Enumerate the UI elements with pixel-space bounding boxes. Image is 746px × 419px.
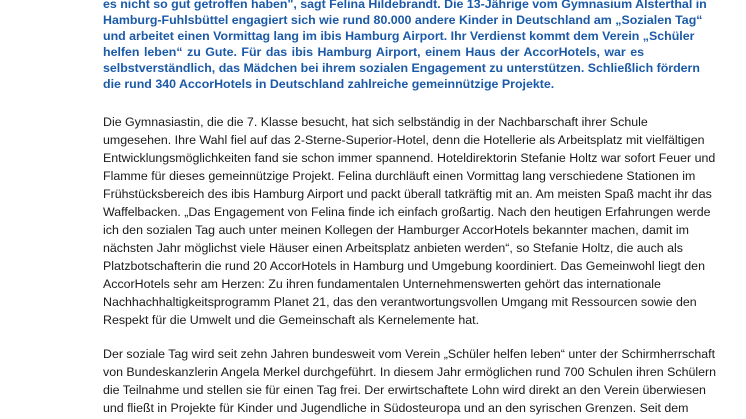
- lead-line: es nicht so gut getroffen haben", sagt Felina Hildebrandt. Die 13-Jährige vom Gymnasium Alsterthal in: [103, 0, 707, 11]
- lead-line: selbstverständlich, das Mädchen bei ihrem sozialen Engagement zu unterstützen. Schließlich fördern: [103, 61, 700, 75]
- paragraph-line: Nachhachhaltigkeitsprogramm Planet 21, das den verantwortungsvollen Umgang mit Ressourcen sowie den: [103, 295, 697, 309]
- paragraph-line: die Teilnahme und stellen sie für einen Tag frei. Der erwirtschaftete Lohn wird direkt an den Verein überwiesen: [103, 383, 706, 397]
- paragraph-line: Respekt für die Umwelt und die Gemeinschaft als Kernelemente hat.: [103, 313, 480, 327]
- paragraph-line: nächsten Jahr möglichst viele Häuser einen Arbeitsplatz anbieten werden“, so Stefanie Holtz, die auch als: [103, 241, 683, 255]
- paragraph-line: Die Gymnasiastin, die die 7. Klasse besucht, hat sich selbständig in der Nachbarschaft ihrer Schule: [103, 115, 648, 129]
- paragraph-line: und fließt in Projekte für Kinder und Jugendliche in Südosteuropa und an den syrischen Grenzen. Seit dem: [103, 401, 689, 415]
- paragraph-line: von Bundeskanzlerin Angela Merkel durchgeführt. In diesem Jahr ermöglichen rund 700 Schulen ihren Schülern: [103, 365, 717, 379]
- paragraph-line: Frühstücksbereich des ibis Hamburg Airport und packt überall tatkräftig mit an. Am meisten Spaß macht ihr das: [103, 187, 712, 201]
- lead-line: Hamburg-Fuhlsbüttel engagiert sich wie rund 80.000 andere Kinder in Deutschland am „Sozialen Tag“: [103, 13, 703, 27]
- paragraph-line: Entwicklungsmöglichkeiten fand sie schon immer spannend. Hoteldirektorin Stefanie Holtz war sofort Feuer und: [103, 151, 716, 165]
- paragraph-line: Waffelbacken. „Das Engagement von Felina finde ich einfach großartig. Nach den heutigen Erfahrungen werde: [103, 205, 711, 219]
- lead-line: die rund 340 AccorHotels in Deutschland zahlreiche gemeinnützige Projekte.: [103, 77, 555, 91]
- paragraph-line: Der soziale Tag wird seit zehn Jahren bundesweit vom Verein „Schüler helfen leben“ unter der Schirmherrschaft: [103, 347, 716, 361]
- paragraph-line: umgesehen. Ihre Wahl fiel auf das 2-Sterne-Superior-Hotel, denn die Hotellerie als Arbeitsplatz mit vielfältigen: [103, 133, 705, 147]
- paragraph-line: AccorHotels sehr am Herzen: Zu ihren fundamentalen Unternehmenswerten gehört das internationale: [103, 277, 661, 291]
- lead-line: und arbeitet einen Vormittag lang im ibis Hamburg Airport. Ihr Verdienst kommt dem Verein „Schüler: [103, 29, 695, 43]
- paragraph-line: Platzbotschafterin die rund 20 AccorHotels in Hamburg und Umgebung koordiniert. Das Gemeinwohl liegt den: [103, 259, 705, 273]
- paragraph-line: ich den sozialen Tag auch unter meinen Kollegen der Hamburger AccorHotels bekannter machen, damit im: [103, 223, 689, 237]
- lead-line: helfen leben“ zu Gute. Für das ibis Hamburg Airport, einem Haus der AccorHotels, war es: [103, 45, 644, 59]
- paragraph-line: Flamme für dieses gemeinnützige Projekt. Felina durchläuft einen Vormittag lang verschiedene Stationen im: [103, 169, 696, 183]
